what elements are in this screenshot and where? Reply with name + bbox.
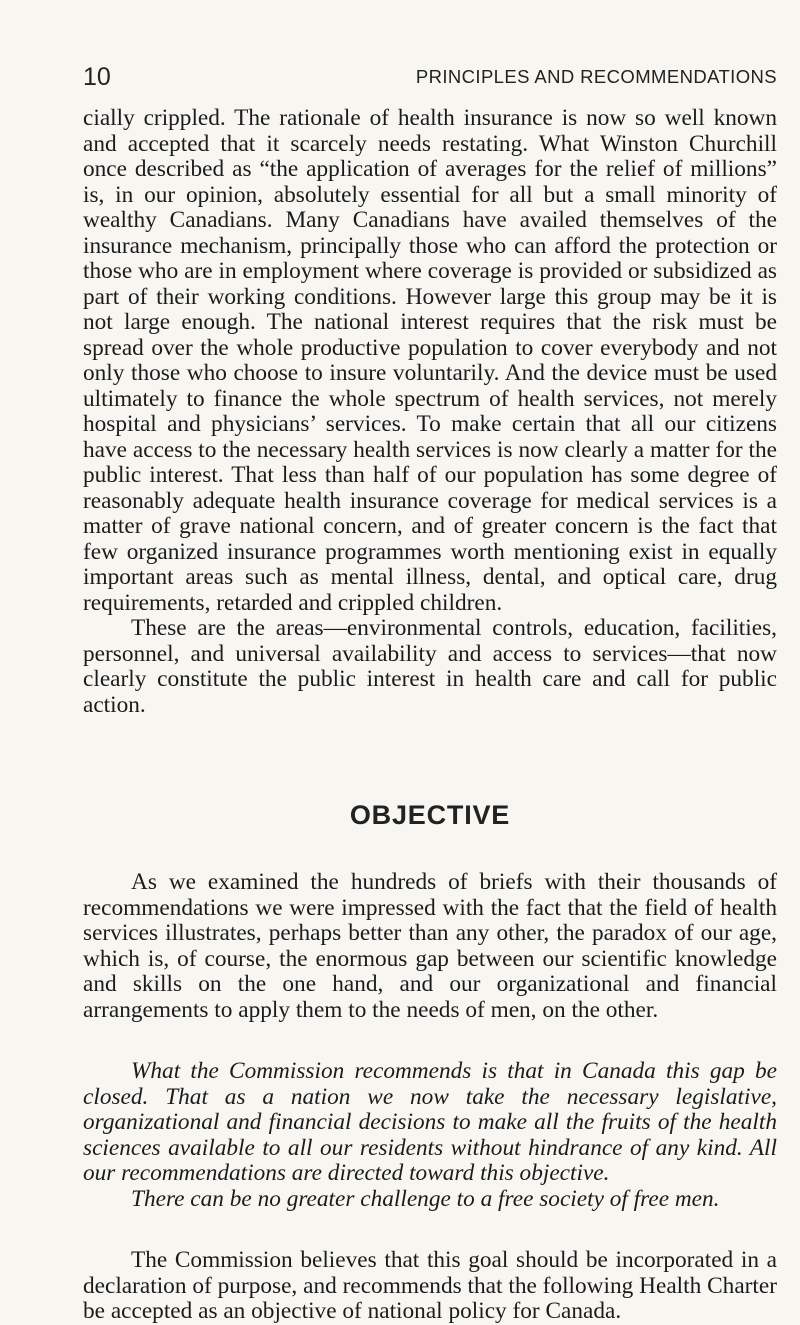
section-heading-objective: OBJECTIVE bbox=[349, 800, 511, 830]
objective-paragraph-charter: The Commission believes that this goal should be incorporated in a declaration of purpose, and recommends that the following Health Charter be accepted as an objective of national policy for Canada. bbox=[83, 1247, 777, 1324]
document-page bbox=[83, 0, 777, 1325]
body-paragraph-areas: These are the areas—environmental controls, education, facilities, personnel, and universal availability and access to services—that now clearly constitute the public interest in health care and call for public action. bbox=[83, 615, 777, 718]
objective-paragraph-challenge bbox=[83, 1187, 777, 1213]
objective-paragraph-briefs: As we examined the hundreds of briefs with their thousands of recommendations we were impressed with the fact that the field of health services illustrates, perhaps better than any other, the paradox of our age, which is, of course, the enormous gap between our scientific knowledge and skills on the one hand, and our organizational and financial arrangements to apply them to the needs of men, on the other. bbox=[83, 869, 777, 1023]
body-paragraph-continued: cially crippled. The rationale of health insurance is now so well known and accepted that it scarcely needs restating. What Winston Churchill once described as “the application of averages for the relief of millions” is, in our opinion, absolutely essential for all but a small minority of wealthy Canadians. Many Canadians have availed themselves of the insurance mechanism, principally those who can afford the protection or those who are in employment where coverage is provided or subsidized as part of their working conditions. However large this group may be it is not large enough. The national interest requires that the risk must be spread over the whole productive population to cover everybody and not only those who choose to insure voluntarily. And the device must be used ultimately to finance the whole spectrum of health services, not merely hospital and physicians’ services. To make certain that all our citizens have access to the necessary health services is now clearly a matter for the public interest. That less than half of our population has some degree of reasonably adequate health insurance coverage for medical services is a matter of grave national concern, and of greater concern is the fact that few organized insurance programmes worth mentioning exist in equally important areas such as mental illness, dental, and optical care, drug requirements, retarded and crippled children. bbox=[83, 105, 777, 616]
running-header-title: PRINCIPLES AND RECOMMENDATIONS bbox=[415, 66, 777, 87]
page-number: 10 bbox=[83, 63, 111, 91]
challenge-italic-text: There can be no greater challenge to a free society of free men. bbox=[131, 1185, 720, 1212]
recommendation-italic-text: What the Commission recommends is that in Canada this gap be closed. That as a nation we now take the necessary legislative, organizational and financial decisions to make all the fruits of the health sciences available to all our residents without hindrance of any kind. All our recommendations are directed toward this objective. bbox=[83, 1058, 777, 1186]
objective-paragraph-recommendation bbox=[83, 1059, 777, 1187]
running-header bbox=[83, 62, 777, 102]
